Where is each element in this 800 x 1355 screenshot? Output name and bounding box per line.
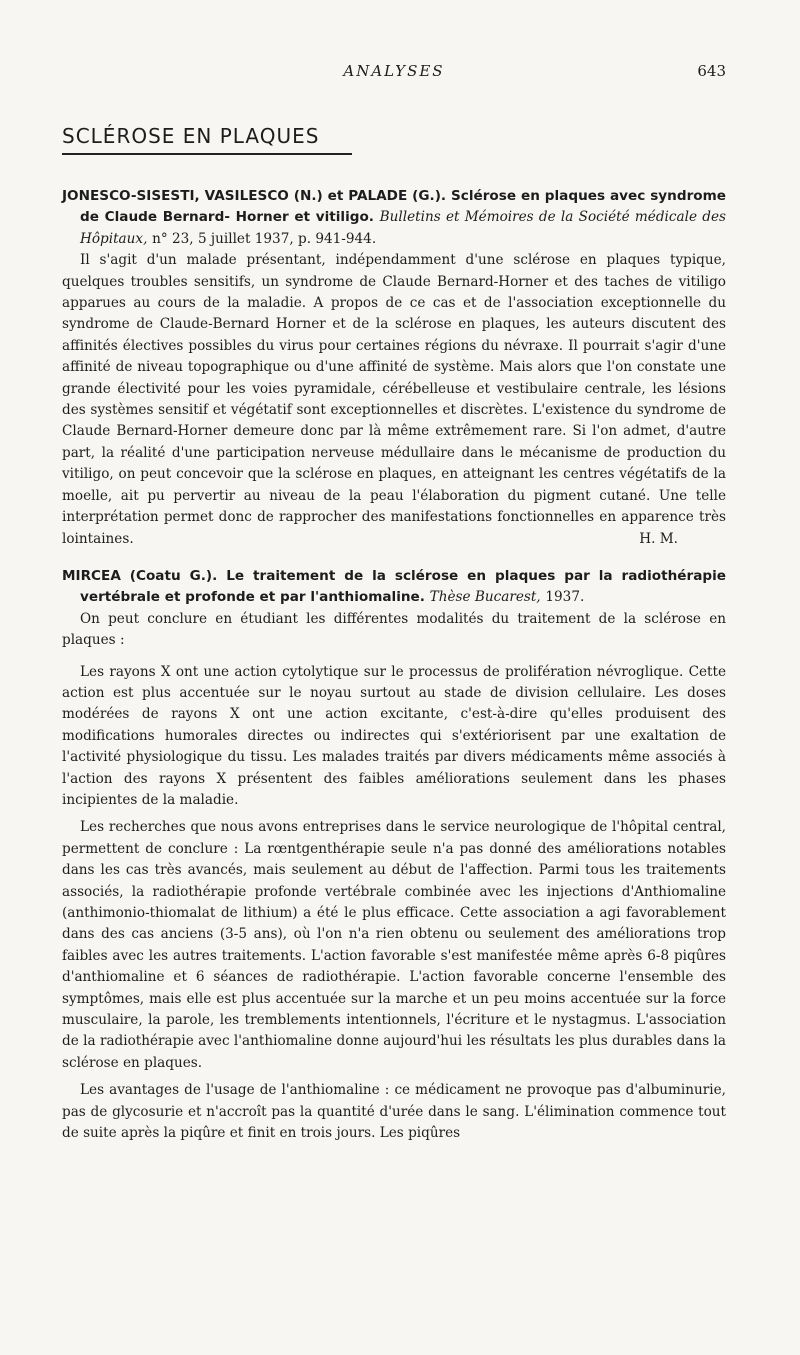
abstract-paragraph: Les avantages de l'usage de l'anthiomaline : ce médicament ne provoque pas d'albuminurie, pas de glycosurie et n'accroît pas la quantité d'urée dans le sang. L'élimination commence tout de suite après la piqûre et finit en trois jours. Les piqûres <box>62 1082 726 1142</box>
abstract-paragraph: On peut conclure en étudiant les différentes modalités du traitement de la sclérose en plaques : <box>62 610 726 649</box>
abstract-entry <box>62 186 726 550</box>
body-text <box>62 186 726 1154</box>
page-number: 643 <box>697 62 726 80</box>
citation-source: Bulletins et Mémoires de la Société médicale des Hôpitaux, <box>80 209 726 247</box>
citation-pages: n° 23, 5 juillet 1937, p. 941-944. <box>152 230 377 247</box>
reviewer-signature: H. M. <box>639 530 678 547</box>
citation-pages: 1937. <box>545 589 585 606</box>
abstract-paragraph: Les recherches que nous avons entreprises dans le service neurologique de l'hôpital central, permettent de conclure : La rœntgenthérapie seule n'a pas donné des améliorations notables dans les cas très avancés, mais seulement au début de l'affection. Parmi tous les traitements associés, la radiothérapie profonde vertébrale combinée avec les injections d'Anthiomaline (anthimonio-thiomalat de lithium) a été le plus efficace. Cette association a agi favorablement dans des cas anciens (3-5 ans), où l'on n'a rien obtenu ou seulement des améliorations trop faibles avec les autres traitements. L'action favorable s'est manifestée même après 6-8 piqûres d'anthiomaline et 6 séances de radiothérapie. L'action favorable concerne l'ensemble des symptômes, mais elle est plus accentuée sur la marche et un peu moins accentuée sur la force musculaire, la parole, les tremblements intentionnels, l'écriture et le nystagmus. L'association de la radiothérapie avec l'anthiomaline donne aujourd'hui les résultats les plus durables dans la sclérose en plaques. <box>62 819 726 1071</box>
citation <box>62 566 726 609</box>
section-title: SCLÉROSE EN PLAQUES <box>62 124 320 148</box>
running-head <box>62 62 726 86</box>
citation-source: Thèse Bucarest, <box>429 589 541 606</box>
citation <box>62 186 726 250</box>
citation-authors-title: JONESCO-SISESTI, VASILESCO (N.) et PALADE (G.). Sclérose en plaques avec syndrome de Claude Bernard- Horner et vitiligo. <box>62 188 726 226</box>
paragraph-text: Il s'agit d'un malade présentant, indépendamment d'une sclérose en plaques typique, quelques troubles sensitifs, un syndrome de Claude Bernard-Horner et des taches de vitiligo apparues au cours de la maladie. A propos de ce cas et de l'association exceptionnelle du syndrome de Claude-Bernard Horner et de la sclérose en plaques, les auteurs discutent des affinités électives possibles du virus pour certaines régions du névraxe. Il pourrait s'agir d'une affinité de niveau topographique ou d'une affinité de système. Mais alors que l'on constate une grande électivité pour les voies pyramidale, cérébelleuse et vestibulaire centrale, les lésions des systèmes sensitif et végétatif sont exceptionnelles et discrètes. L'existence du syndrome de Claude Bernard-Horner demeure donc par là même extrêmement rare. Si l'on admet, d'autre part, la réalité d'une participation nerveuse médullaire dans le mécanisme de production du vitiligo, on peut concevoir que la sclérose en plaques, en atteignant les centres végétatifs de la moelle, ait pu pervertir au niveau de la peau l'élaboration du pigment cutané. Une telle interprétation permet donc de rapprocher des manifestations fonctionnelles en apparence très lointaines. <box>62 252 726 547</box>
running-title: ANALYSES <box>343 62 445 80</box>
abstract-paragraph: Les rayons X ont une action cytolytique sur le processus de prolifération névroglique. Cette action est plus accentuée sur le noyau surtout au stade de division cellulaire. Les doses modérées de rayons X ont une action excitante, c'est-à-dire qu'elles produisent des modifications humorales directes ou indirectes qui s'extériorisent par une exaltation de l'activité physiologique du tissu. Les malades traités par divers médicaments même associés à l'action des rayons X présentent des faibles améliorations seulement dans les phases incipientes de la maladie. <box>62 663 726 808</box>
abstract-entry <box>62 560 726 1145</box>
section-rule <box>62 153 352 155</box>
citation-authors-title: MIRCEA (Coatu G.). Le traitement de la sclérose en plaques par la radiothérapie vertébrale et profonde et par l'anthiomaline. <box>62 567 726 606</box>
abstract-paragraph <box>62 250 726 550</box>
